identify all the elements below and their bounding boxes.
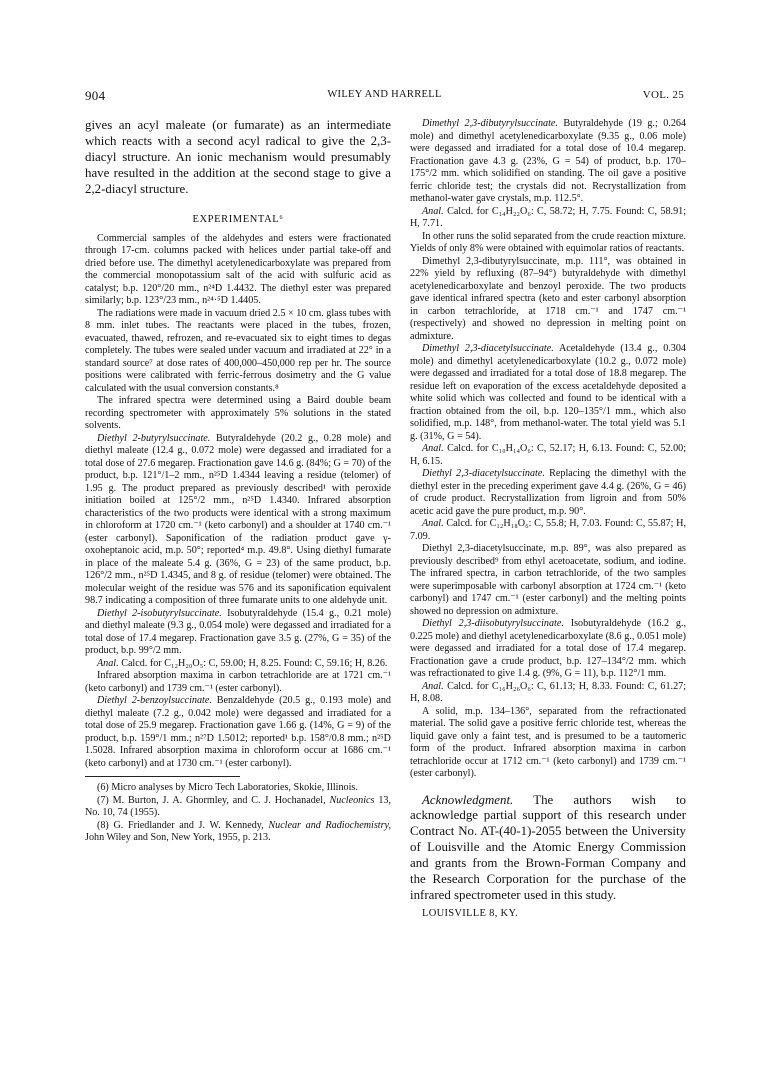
compound-title: Diethyl 2,3-diacetylsuccinate. [422, 468, 545, 479]
paragraph-isobutyrylsuccinate [85, 608, 391, 658]
anal-label: Anal. [422, 443, 444, 454]
footnote-8: (8) G. Friedlander and J. W. Kennedy, Nuclear and Radiochemistry, John Wiley and Son, New York, 1955, p. 213. [85, 819, 392, 844]
paragraph-text: Butyraldehyde (19 g.; 0.264 mole) and dimethyl acetylenedicarboxylate (9.35 g., 0.06 mole) were degassed and irradiated for a total dose of 10.4 megarep. Fractionation gave 4.3 g. (23%, G = 54) of product, b.p. 170–175°/2 mm. which solidified on standing. The oil gave a positive ferric chloride test; the crystals did not. Recrystallization from methanol-water gave crystals, m.p. 112.5°. [410, 118, 687, 204]
paragraph-text: Benzaldehyde (20.5 g., 0.193 mole) and diethyl maleate (7.2 g., 0.042 mole) were degassed and irradiated for a total dose of 25.9 megarep. Fractionation gave 1.66 g. (14%, G = 9) of the product, b.p. 159°/1 mm.; n²⁷D 1.5012; reported¹ b.p. 158°/0.8 mm.; n²⁵D 1.5028. Infrared absorption maxima in chloroform occur at 1686 cm.⁻¹ (keto carbonyl) and at 1730 cm.⁻¹ (ester carbonyl). [85, 695, 391, 769]
anal-label: Anal. [97, 657, 119, 669]
paragraph-analysis [85, 658, 391, 671]
paragraph-dibutyrylsuccinate [410, 118, 686, 206]
book-title: Nuclear and Radiochemistry, [268, 819, 392, 831]
paragraph-text: Calcd. for C₁₂H₂₀O₅: C, 59.00; H, 8.25. Found: C, 59.16; H, 8.26. [121, 657, 388, 669]
paragraph-analysis [410, 518, 686, 543]
paragraph-analysis [410, 681, 686, 706]
acknowledgment-title: Acknowledgment. [422, 792, 514, 807]
paragraph-analysis [410, 443, 686, 468]
anal-label: Anal. [422, 680, 444, 692]
journal-title: Nucleonics [329, 794, 375, 806]
experimental-body-continued [410, 118, 686, 781]
paragraph-infrared-maxima: Infrared absorption maxima in carbon tetrachloride are at 1721 cm.⁻¹ (keto carbonyl) and 1739 cm.⁻¹ (ester carbonyl). [85, 670, 391, 694]
compound-title: Dimethyl 2,3-dibutyrylsuccinate. [422, 118, 558, 129]
footnote-divider [85, 776, 240, 777]
right-column [410, 118, 686, 919]
page-number: 904 [85, 88, 106, 103]
paragraph-analysis [410, 206, 686, 231]
compound-title: Diethyl 2-benzoylsuccinate. [97, 695, 212, 707]
footnote-6: (6) Micro analyses by Micro Tech Laboratories, Skokie, Illinois. [97, 782, 358, 794]
paragraph-text: Acetaldehyde (13.4 g., 0.304 mole) and dimethyl acetylenedicarboxylate (10.2 g., 0.072 mole) were degassed and irradiated for a total dose of 18.8 megarep. The residue left on evaporation of the excess acetaldehyde deposited a white solid which was collected and found to be identical with a fraction obtained from the oil, b.p. 120–135°/1 mm., which also solidified, m.p. 148°, from methanol-water. The total yield was 5.1 g. (31%, G = 54). [410, 343, 686, 442]
paragraph-diethyl-diacetylsuccinate [410, 468, 686, 518]
section-heading-experimental: EXPERIMENTAL⁶ [192, 213, 284, 225]
paragraph-infrared: The infrared spectra were determined using a Baird double beam recording spectrometer with approximately 5% solutions in the stated solvents. [85, 395, 391, 432]
acknowledgment-text: The authors wish to acknowledge partial support of this research under Contract No. AT-(40-1)-2055 between the University of Louisville and the Atomic Energy Commission and grants from the Brown-Forman Company and the Research Corporation for the purchase of the infrared spectrometer used in this study. [410, 792, 686, 902]
compound-title: Diethyl 2,3-diisobutyrylsuccinate. [422, 618, 564, 629]
intro-paragraph: gives an acyl maleate (or fumarate) as an intermediate which reacts with a second acyl radical to give the 2,3-diacyl structure. An ionic mechanism would presumably have resulted in the addition at the second stage to give a 2,2-diacyl structure. [85, 118, 391, 196]
paragraph-text: Calcd. for C₁₆H₂₆O₆: C, 61.13; H, 8.33. Found: C, 61.27; H, 8.08. [410, 680, 687, 704]
paragraph-text: Replacing the dimethyl with the diethyl ester in the preceding experiment gave 4.4 g. (26%, G = 46) of crude product. Recrystallization from ligroin and from 50% acetic acid gave the pure product, m.p. 90°. [410, 468, 686, 517]
paragraph-butyrylsuccinate [85, 433, 391, 608]
paragraph-tautomer: A solid, m.p. 134–136°, separated from the refractionated material. The solid gave a positive ferric chloride test, whereas the liquid gave only a faint test, and is presumed to be a tautomeric form of the product. Infrared absorption maxima in carbon tetrachloride occur at 1712 cm.⁻¹ (keto carbonyl) and 1739 cm.⁻¹ (ester carbonyl). [410, 705, 686, 779]
author-location: LOUISVILLE 8, KY. [422, 907, 518, 919]
left-column [85, 118, 391, 845]
paragraph-text: Isobutyraldehyde (15.4 g., 0.21 mole) and diethyl maleate (9.3 g., 0.054 mole) were degassed and irradiated for a total dose of 17.4 megarep. Fractionation gave 3.5 g. (27%, G = 35) of the product, b.p. 99°/2 mm. [85, 607, 392, 657]
paragraph-dimethyl-diacetylsuccinate [410, 343, 686, 443]
compound-title: Diethyl 2-isobutyrylsuccinate. [97, 607, 222, 619]
paragraph-materials: Commercial samples of the aldehydes and esters were fractionated through 17-cm. columns packed with helices under partial take-off and dried before use. The dimethyl acetylenedicarboxylate was prepared from the commercial monopotassium salt of the acid with sulfuric acid as catalyst; b.p. 120°/20 mm., n²⁴D 1.4432. The diethyl ester was prepared similarly; b.p. 123°/23 mm., n²⁴·⁵D 1.4405. [85, 232, 391, 307]
paragraph-radiations: The radiations were made in vacuum dried 2.5 × 10 cm. glass tubes with 8 mm. inlet tubes. The reactants were placed in the tubes, frozen, evacuated, thawed, refrozen, and re-evacuated six to eight times to degas completely. The tubes were sealed under vacuum and irradiated at 22° in a standard source⁷ at dose rates of 400,000–450,000 rep per hr. The source positions were calibrated with ferric-ferrous dosimetry and the G value calculated with the usual conversion constants.⁸ [85, 307, 391, 394]
paragraph-peroxide-method: Dimethyl 2,3-dibutyrylsuccinate, m.p. 111°, was obtained in 22% yield by refluxing (87–94°) butyraldehyde with dimethyl acetylenedicarboxylate and benzoyl peroxide. The two products gave identical infrared spectra (keto and ester carbonyl absorption in carbon tetrachloride, at 1718 cm.⁻¹ and 1747 cm.⁻¹ (respectively) and showed no depression in melting point on admixture. [410, 255, 686, 342]
paragraph-benzoylsuccinate [85, 695, 391, 770]
volume-label: VOL. 25 [642, 89, 684, 101]
running-header [85, 88, 684, 104]
compound-title: Dimethyl 2,3-diacetylsuccinate. [422, 343, 554, 354]
paragraph-text: Calcd. for C₁₄H₂₂O₆: C, 58.72; H, 7.75. Found: C, 58.91; H, 7.71. [410, 205, 687, 229]
running-title: WILEY AND HARRELL [327, 89, 442, 100]
footnotes [85, 782, 391, 845]
experimental-body [85, 233, 391, 771]
paragraph-other-runs: In other runs the solid separated from the crude reaction mixture. Yields of only 8% were obtained with equimolar ratios of reactants. [410, 230, 686, 254]
paragraph-text: Calcd. for C₁₂H₁₈O₆: C, 55.8; H, 7.03. Found: C, 55.87; H, 7.09. [410, 518, 686, 542]
paragraph-diisobutyrylsuccinate [410, 618, 686, 681]
compound-title: Diethyl 2-butyrylsuccinate. [97, 432, 211, 444]
acknowledgment-paragraph [410, 793, 686, 904]
paragraph-text: Calcd. for C₁₀H₁₄O₆: C, 52.17; H, 6.13. Found: C, 52.00; H, 6.15. [410, 443, 687, 467]
footnote-7: (7) M. Burton, J. A. Ghormley, and C. J. Hochanadel, Nucleonics 13, No. 10, 74 (1955). [85, 794, 392, 819]
anal-label: Anal. [422, 518, 444, 529]
paragraph-text: Butyraldehyde (20.2 g., 0.28 mole) and diethyl maleate (12.4 g., 0.072 mole) were degassed and irradiated for a total dose of 27.6 megarep. Fractionation gave 14.6 g. (84%; G = 70) of the product, b.p. 121°/1–2 mm., n²⁵D 1.4344 leaving a residue (telomer) of 1.95 g. The product prepared as previously described¹ with peroxide initiation boiled at 125°/2 mm., n²⁵D 1.4340. Infrared absorption characteristics of the two products were identical with a strong maximum in chloroform at 1720 cm.⁻¹ (keto carbonyl) and a shoulder at 1740 cm.⁻¹ (ester carbonyl). Saponification of the radiation product gave γ-oxoheptanoic acid, m.p. 50°; reported⁴ m.p. 49.8°. Using diethyl fumarate in place of the maleate 5.4 g. (36%, G = 23) of the same product, b.p. 126°/2 mm., n²⁵D 1.4345, and 8 g. of residue (telomer) were obtained. The molecular weight of the residue was 576 and its saponification equivalent 98.7 indicating a composition of three fumarate units to one aldehyde unit. [85, 432, 392, 607]
anal-label: Anal. [422, 205, 444, 217]
paragraph-text: Isobutyraldehyde (16.2 g., 0.225 mole) and diethyl acetylenedicarboxylate (8.6 g., 0.051 mole) were degassed and irradiated for a total dose of 17.4 megarep. Fractionation gave a crude product, b.p. 127–134°/2 mm. which was refractionated to give 1.4 g. (9%, G = 11), b.p. 112°/1 mm. [410, 618, 687, 679]
paragraph-acetoacetate-method: Diethyl 2,3-diacetylsuccinate, m.p. 89°, was also prepared as previously described⁹ from ethyl acetoacetate, sodium, and iodine. The infrared spectra, in carbon tetrachloride, of the two samples were superimposable with carbonyl absorption at 1724 cm.⁻¹ (keto carbonyl) and 1747 cm.⁻¹ (ester carbonyl) and the melting points showed no depression on admixture. [410, 543, 686, 617]
